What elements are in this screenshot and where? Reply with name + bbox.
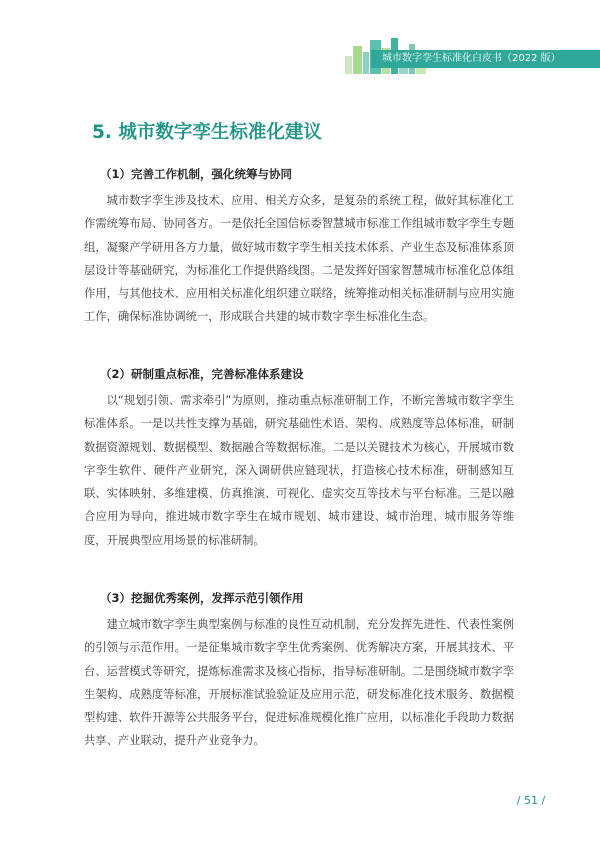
subsection-heading-1: （1）完善工作机制，强化统筹与协同 bbox=[100, 167, 292, 181]
subsection-heading-2: （2）研制重点标准，完善标准体系建设 bbox=[100, 367, 304, 381]
subsection-paragraph-1: 城市数字孪生涉及技术、应用、相关方众多，是复杂的系统工程，做好其标准化工作需统筹布局、协同各方。一是依托全国信标委智慧城市标准工作组城市数字孪生专题组，凝聚产学研用各方力量，做好城市数字孪生相关技术体系、产业生态及标准体系顶层设计等基础研究，为标准化工作提供路线图。二是发挥好国家智慧城市标准化总体组作用，与其他技术、应用相关标准化组织建立联络，统筹推动相关标准研制与应用实施工作，确保标准协调统一，形成联合共建的城市数字孪生标准化生态。 bbox=[84, 194, 514, 324]
subsection-heading-3: （3）挖掘优秀案例，发挥示范引领作用 bbox=[100, 591, 304, 605]
section-title: 5. 城市数字孪生标准化建议 bbox=[92, 122, 322, 143]
subsection-paragraph-3: 建立城市数字孪生典型案例与标准的良性互动机制，充分发挥先进性、代表性案例的引领与示范作用。一是征集城市数字孪生优秀案例、优秀解决方案，开展其技术、平台、运营模式等研究，提炼标准需求及核心指标，指导标准研制。二是围绕城市数字孪生架构、成熟度等标准，开展标准试验验证及应用示范，研发标准化技术服务、数据模型构建、软件开源等公共服务平台，促进标准规模化推广应用，以标准化手段助力数据共享、产业联动，提升产业竞争力。 bbox=[84, 618, 514, 748]
subsection-paragraph-2: 以“规划引领、需求牵引”为原则，推动重点标准研制工作，不断完善城市数字孪生标准体系。一是以共性支撑为基础，研究基础性术语、架构、成熟度等总体标准，研制数据资源规划、数据模型、数据融合等数据标准。二是以关键技术为核心，开展城市数字孪生软件、硬件产业研究，深入调研供应链现状，打造核心技术标准，研制感知互联、实体映射、多维建模、仿真推演、可视化、虚实交互等技术与平台标准。三是以融合应用为导向，推进城市数字孪生在城市规划、城市建设、城市治理、城市服务等维度，开展典型应用场景的标准研制。 bbox=[84, 394, 514, 547]
page-number: / 51 / bbox=[516, 794, 546, 807]
running-header-title: 城市数字孪生标准化白皮书（2022 版） bbox=[382, 53, 561, 64]
